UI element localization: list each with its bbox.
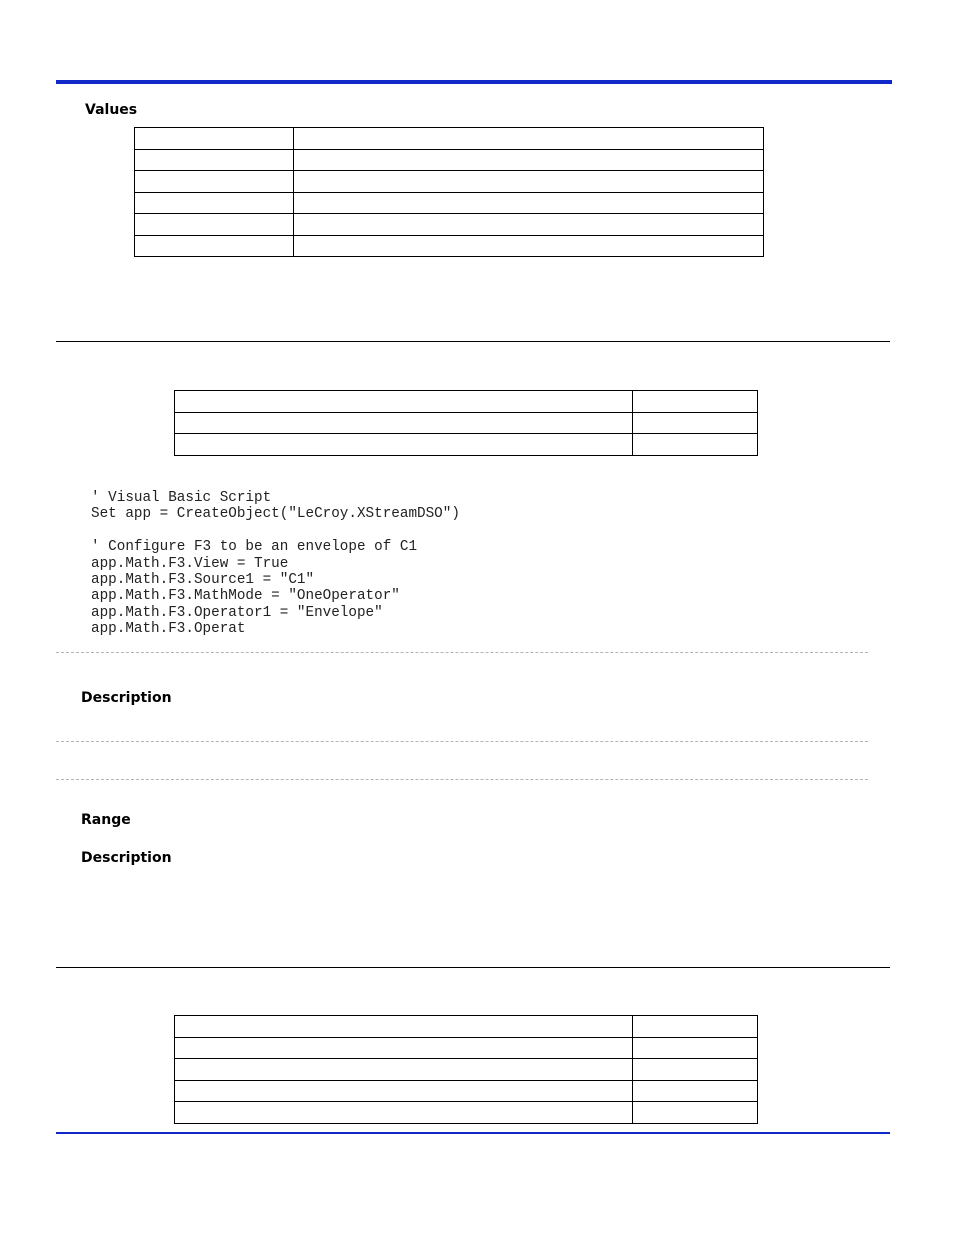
footer-rule (56, 1132, 890, 1134)
code-line: ' Visual Basic Script (91, 490, 272, 506)
dashed-divider (56, 779, 868, 780)
values-heading: Values (85, 102, 138, 118)
code-line: app.Math.F3.View = True (91, 555, 289, 572)
table-row (175, 1102, 758, 1124)
code-line: ' Configure F3 to be an envelope of C1 (91, 539, 418, 556)
dashed-divider (56, 741, 868, 742)
code-example (91, 490, 460, 638)
table-row (135, 171, 764, 193)
table-row (175, 1016, 758, 1038)
range-heading: Range (81, 812, 131, 828)
code-line: app.Math.F3.Source1 = "C1" (91, 572, 315, 589)
code-line: app.Math.F3.MathMode = "OneOperator" (91, 588, 400, 605)
table-row (135, 214, 764, 236)
table-row (175, 1059, 758, 1081)
section-divider (56, 341, 890, 342)
values-table (134, 127, 764, 257)
description-heading: Description (81, 690, 172, 706)
table-row (135, 149, 764, 171)
header-rule (56, 80, 892, 84)
code-line: Set app = CreateObject("LeCroy.XStreamDSO") (91, 506, 460, 523)
table-row (175, 412, 758, 434)
code-line: app.Math.F3.Operator1 = "Envelope" (91, 604, 383, 621)
table-row (175, 391, 758, 413)
table-row (175, 1080, 758, 1102)
code-line: app.Math.F3.Operat (91, 621, 246, 638)
dashed-divider (56, 652, 868, 653)
table-row (175, 1037, 758, 1059)
table-row (135, 128, 764, 150)
description-heading: Description (81, 850, 172, 866)
property-table (174, 1015, 758, 1124)
table-row (175, 434, 758, 456)
table-row (135, 235, 764, 257)
code-line (91, 523, 460, 539)
property-table (174, 390, 758, 456)
table-row (135, 192, 764, 214)
section-divider (56, 967, 890, 968)
